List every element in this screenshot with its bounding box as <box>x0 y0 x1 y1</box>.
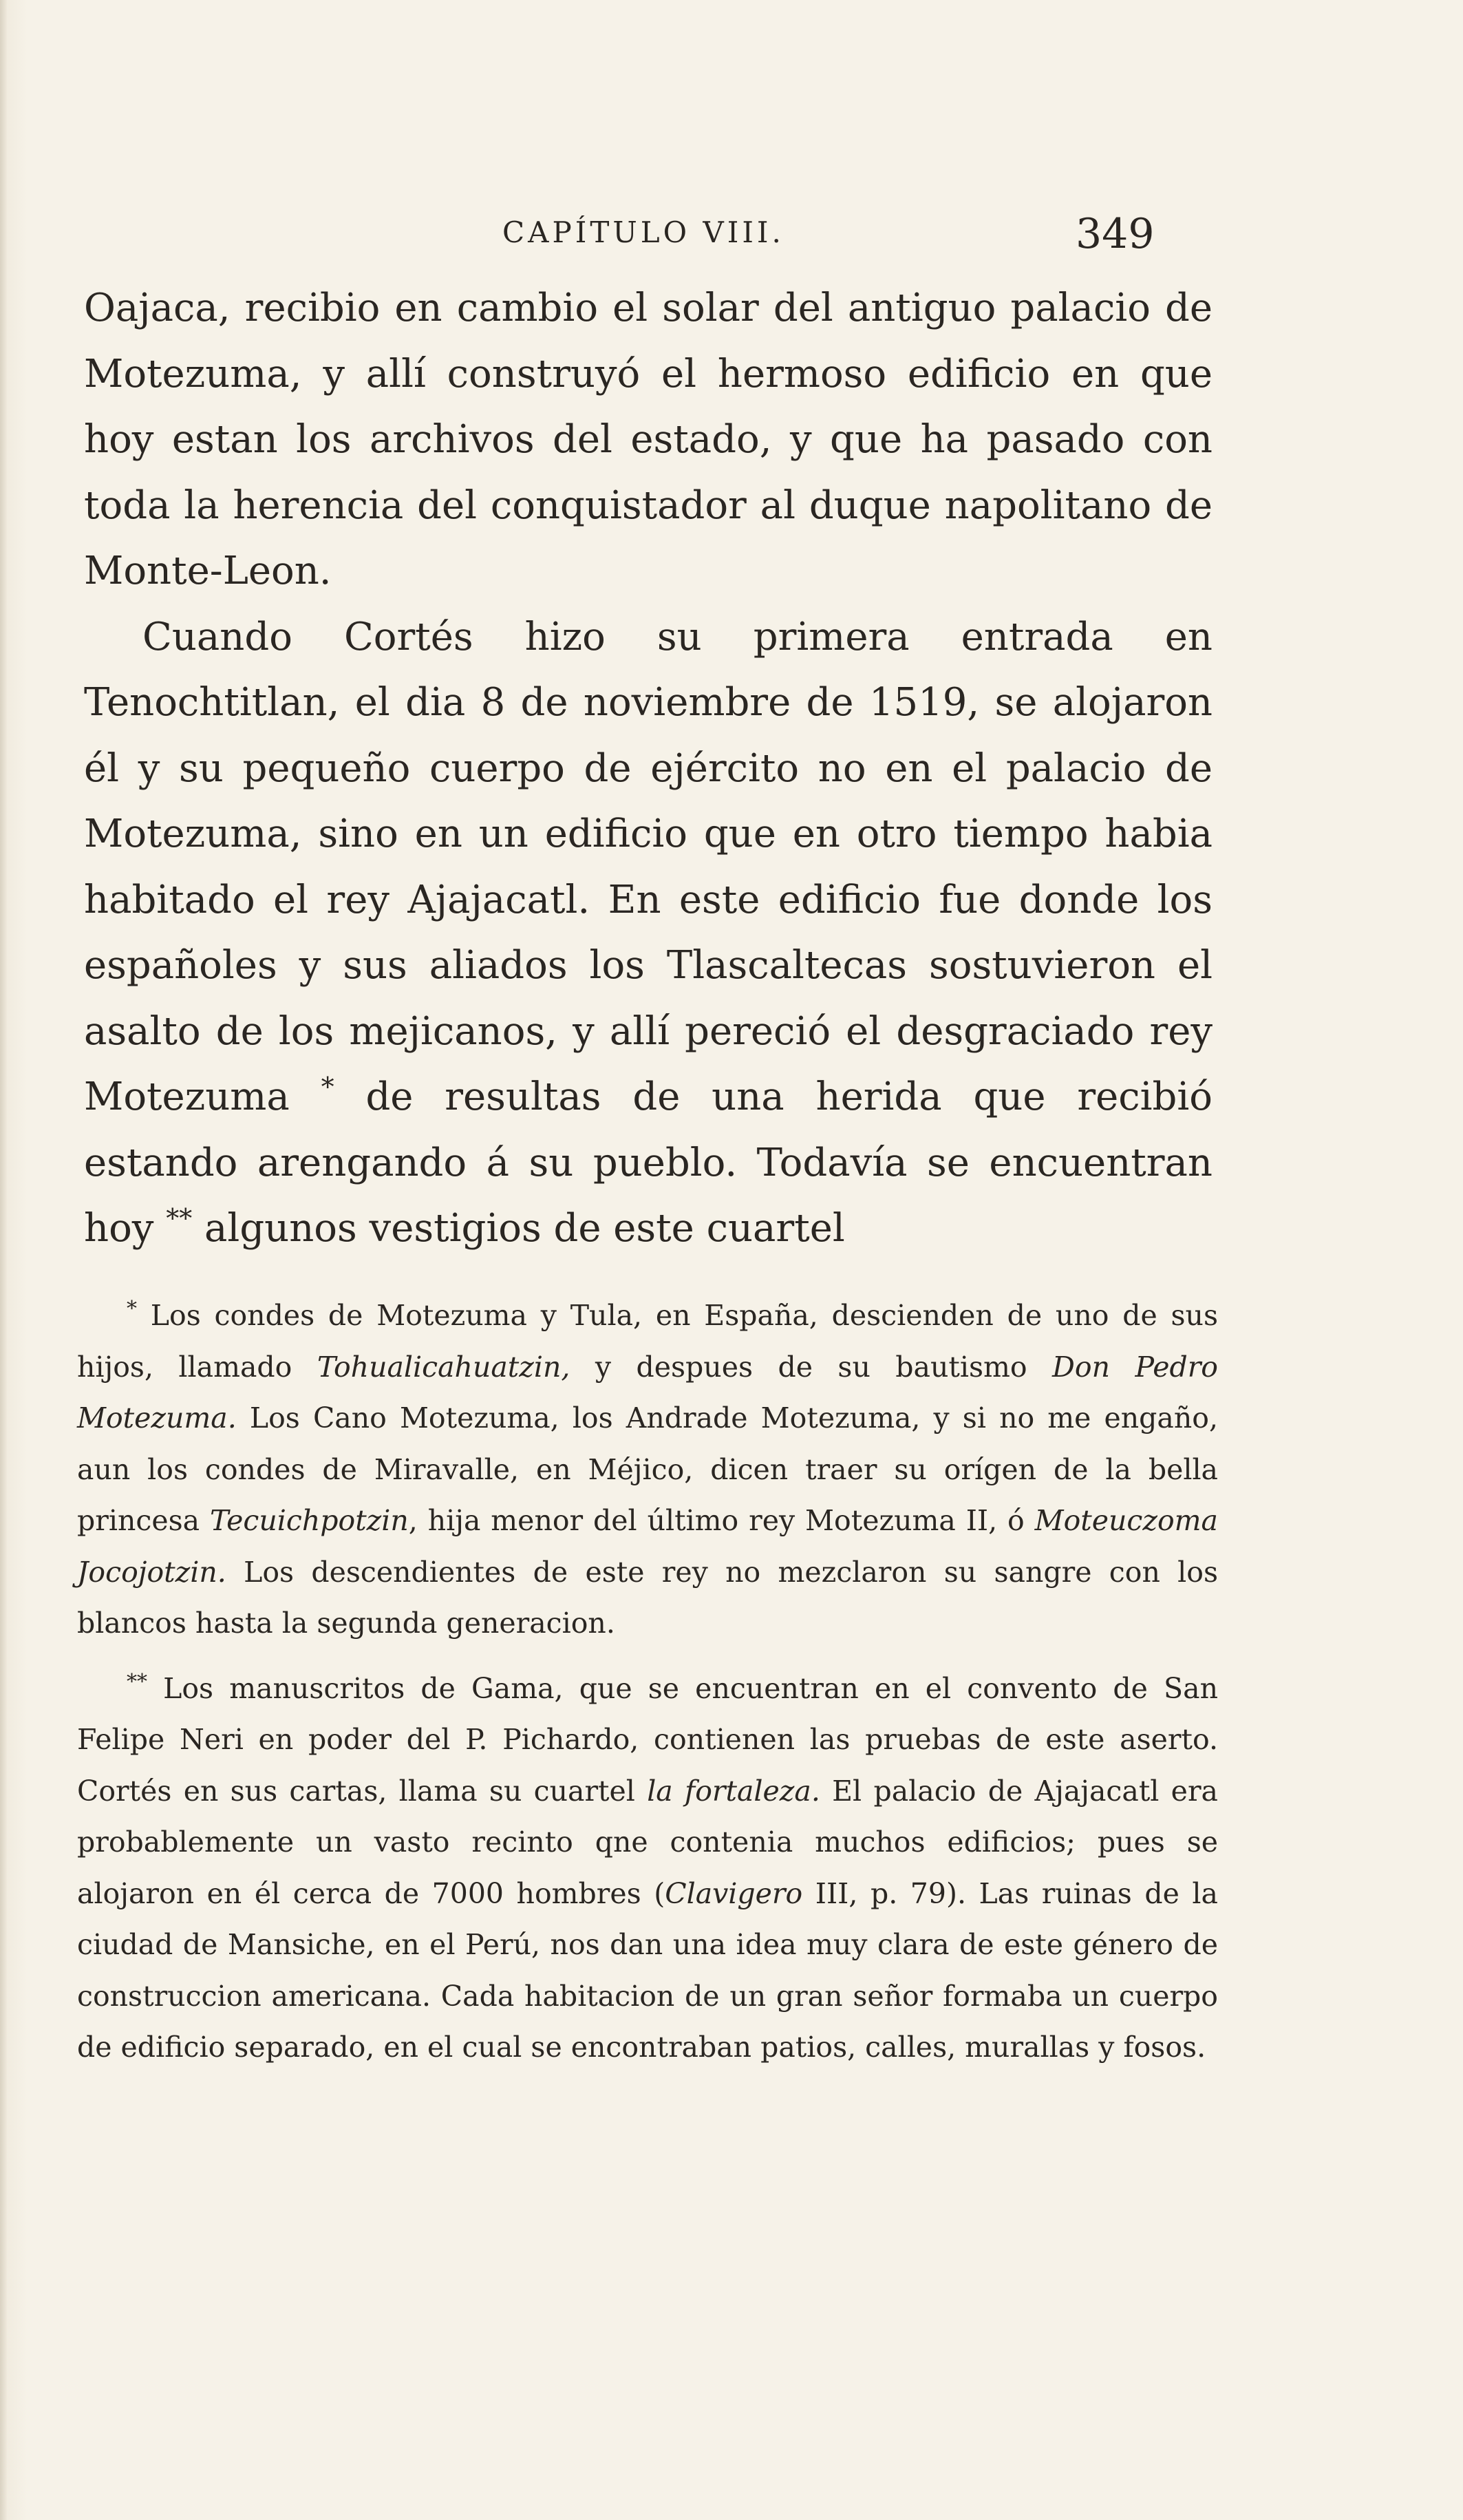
paragraph-2 <box>84 604 1213 1262</box>
footnote-1-text-1: Los condes de Motezuma y Tula, en España, descienden de uno de sus hijos, llamado <box>77 1299 1218 1384</box>
chapter-title: CAPÍTULO VIII. <box>502 215 784 249</box>
paragraph-1: Oajaca, recibio en cambio el solar del antiguo palacio de Motezuma, y allí construyó el hermoso edificio en que hoy estan los archivos del estado, y que ha pasado con toda la herencia del conquistador al duque napolitano de Monte-Leon. <box>84 286 1213 593</box>
footnote-2-text-2: El palacio de Ajajacatl era probablemente un vasto recinto qne contenia muchos edificios; pues se alojaron en él cerca de 7000 hombres ( <box>77 1774 1218 1910</box>
footnote-1 <box>77 1290 1218 1649</box>
footnote-1-text-5: Los descendientes de este rey no mezclaron su sangre con los blancos hasta la segunda generacion. <box>77 1555 1218 1640</box>
paragraph-2-part-c: algunos vestigios de este cuartel <box>192 1206 845 1251</box>
running-head <box>0 210 1463 272</box>
footnote-1-italic-1: Tohualicahuatzin, <box>317 1350 570 1384</box>
footnote-2-italic-1: la fortaleza. <box>647 1774 820 1808</box>
footnote-1-mark: * <box>127 1297 137 1321</box>
footnote-2-italic-2: Clavigero <box>665 1876 803 1910</box>
footnote-1-text-3: Los Cano Motezuma, los Andrade Motezuma, y si no me engaño, aun los condes de Miravalle, en Méjico, dicen traer su orígen de la bella princesa <box>77 1401 1218 1537</box>
footnote-ref-1[interactable]: * <box>321 1072 334 1102</box>
paragraph-2-part-a: Cuando Cortés hizo su primera entrada en Tenochtitlan, el dia 8 de noviembre de 1519, se alojaron él y su pequeño cuerpo de ejército no en el palacio de Motezuma, sino en un edificio que en otro tiempo habia habitado el rey Ajajacatl. En este edificio fue donde los españoles y sus aliados los Tlascaltecas sostuvieron el asalto de los mejicanos, y allí pereció el desgraciado rey Motezuma <box>84 614 1213 1119</box>
paragraph-2-part-b: de resultas de una herida que recibió estando arengando á su pueblo. Todavía se encuentran hoy <box>84 1074 1213 1251</box>
footnote-2-mark: ** <box>127 1669 147 1694</box>
footnote-2-text-3: III, p. 79). Las ruinas de la ciudad de Mansiche, en el Perú, nos dan una idea muy clara de este género de construccion americana. Cada habitacion de un gran señor formaba un cuerpo de edificio separado, en el cual se encontraban patios, calles, murallas y fosos. <box>77 1876 1218 2064</box>
footnote-1-italic-2: Don Pedro Motezuma. <box>77 1350 1218 1434</box>
footnote-1-text-4: , hija menor del último rey Motezuma II, ó <box>408 1504 1035 1537</box>
footnote-2 <box>77 1663 1218 2073</box>
body-text <box>84 275 1213 1262</box>
footnotes <box>77 1290 1218 2073</box>
footnote-1-italic-4: Moteuczoma Jocojotzin. <box>77 1504 1218 1589</box>
binding-edge <box>0 0 7 2520</box>
footnote-1-italic-3: Tecuichpotzin <box>209 1504 409 1537</box>
footnote-2-text-1: Los manuscritos de Gama, que se encuentran en el convento de San Felipe Neri en poder del P. Pichardo, contienen las pruebas de este aserto. Cortés en sus cartas, llama su cuartel <box>77 1671 1218 1808</box>
footnote-1-text-2: y despues de su bautismo <box>570 1350 1053 1384</box>
page-number: 349 <box>1076 210 1155 258</box>
footnote-ref-2[interactable]: ** <box>166 1203 193 1233</box>
